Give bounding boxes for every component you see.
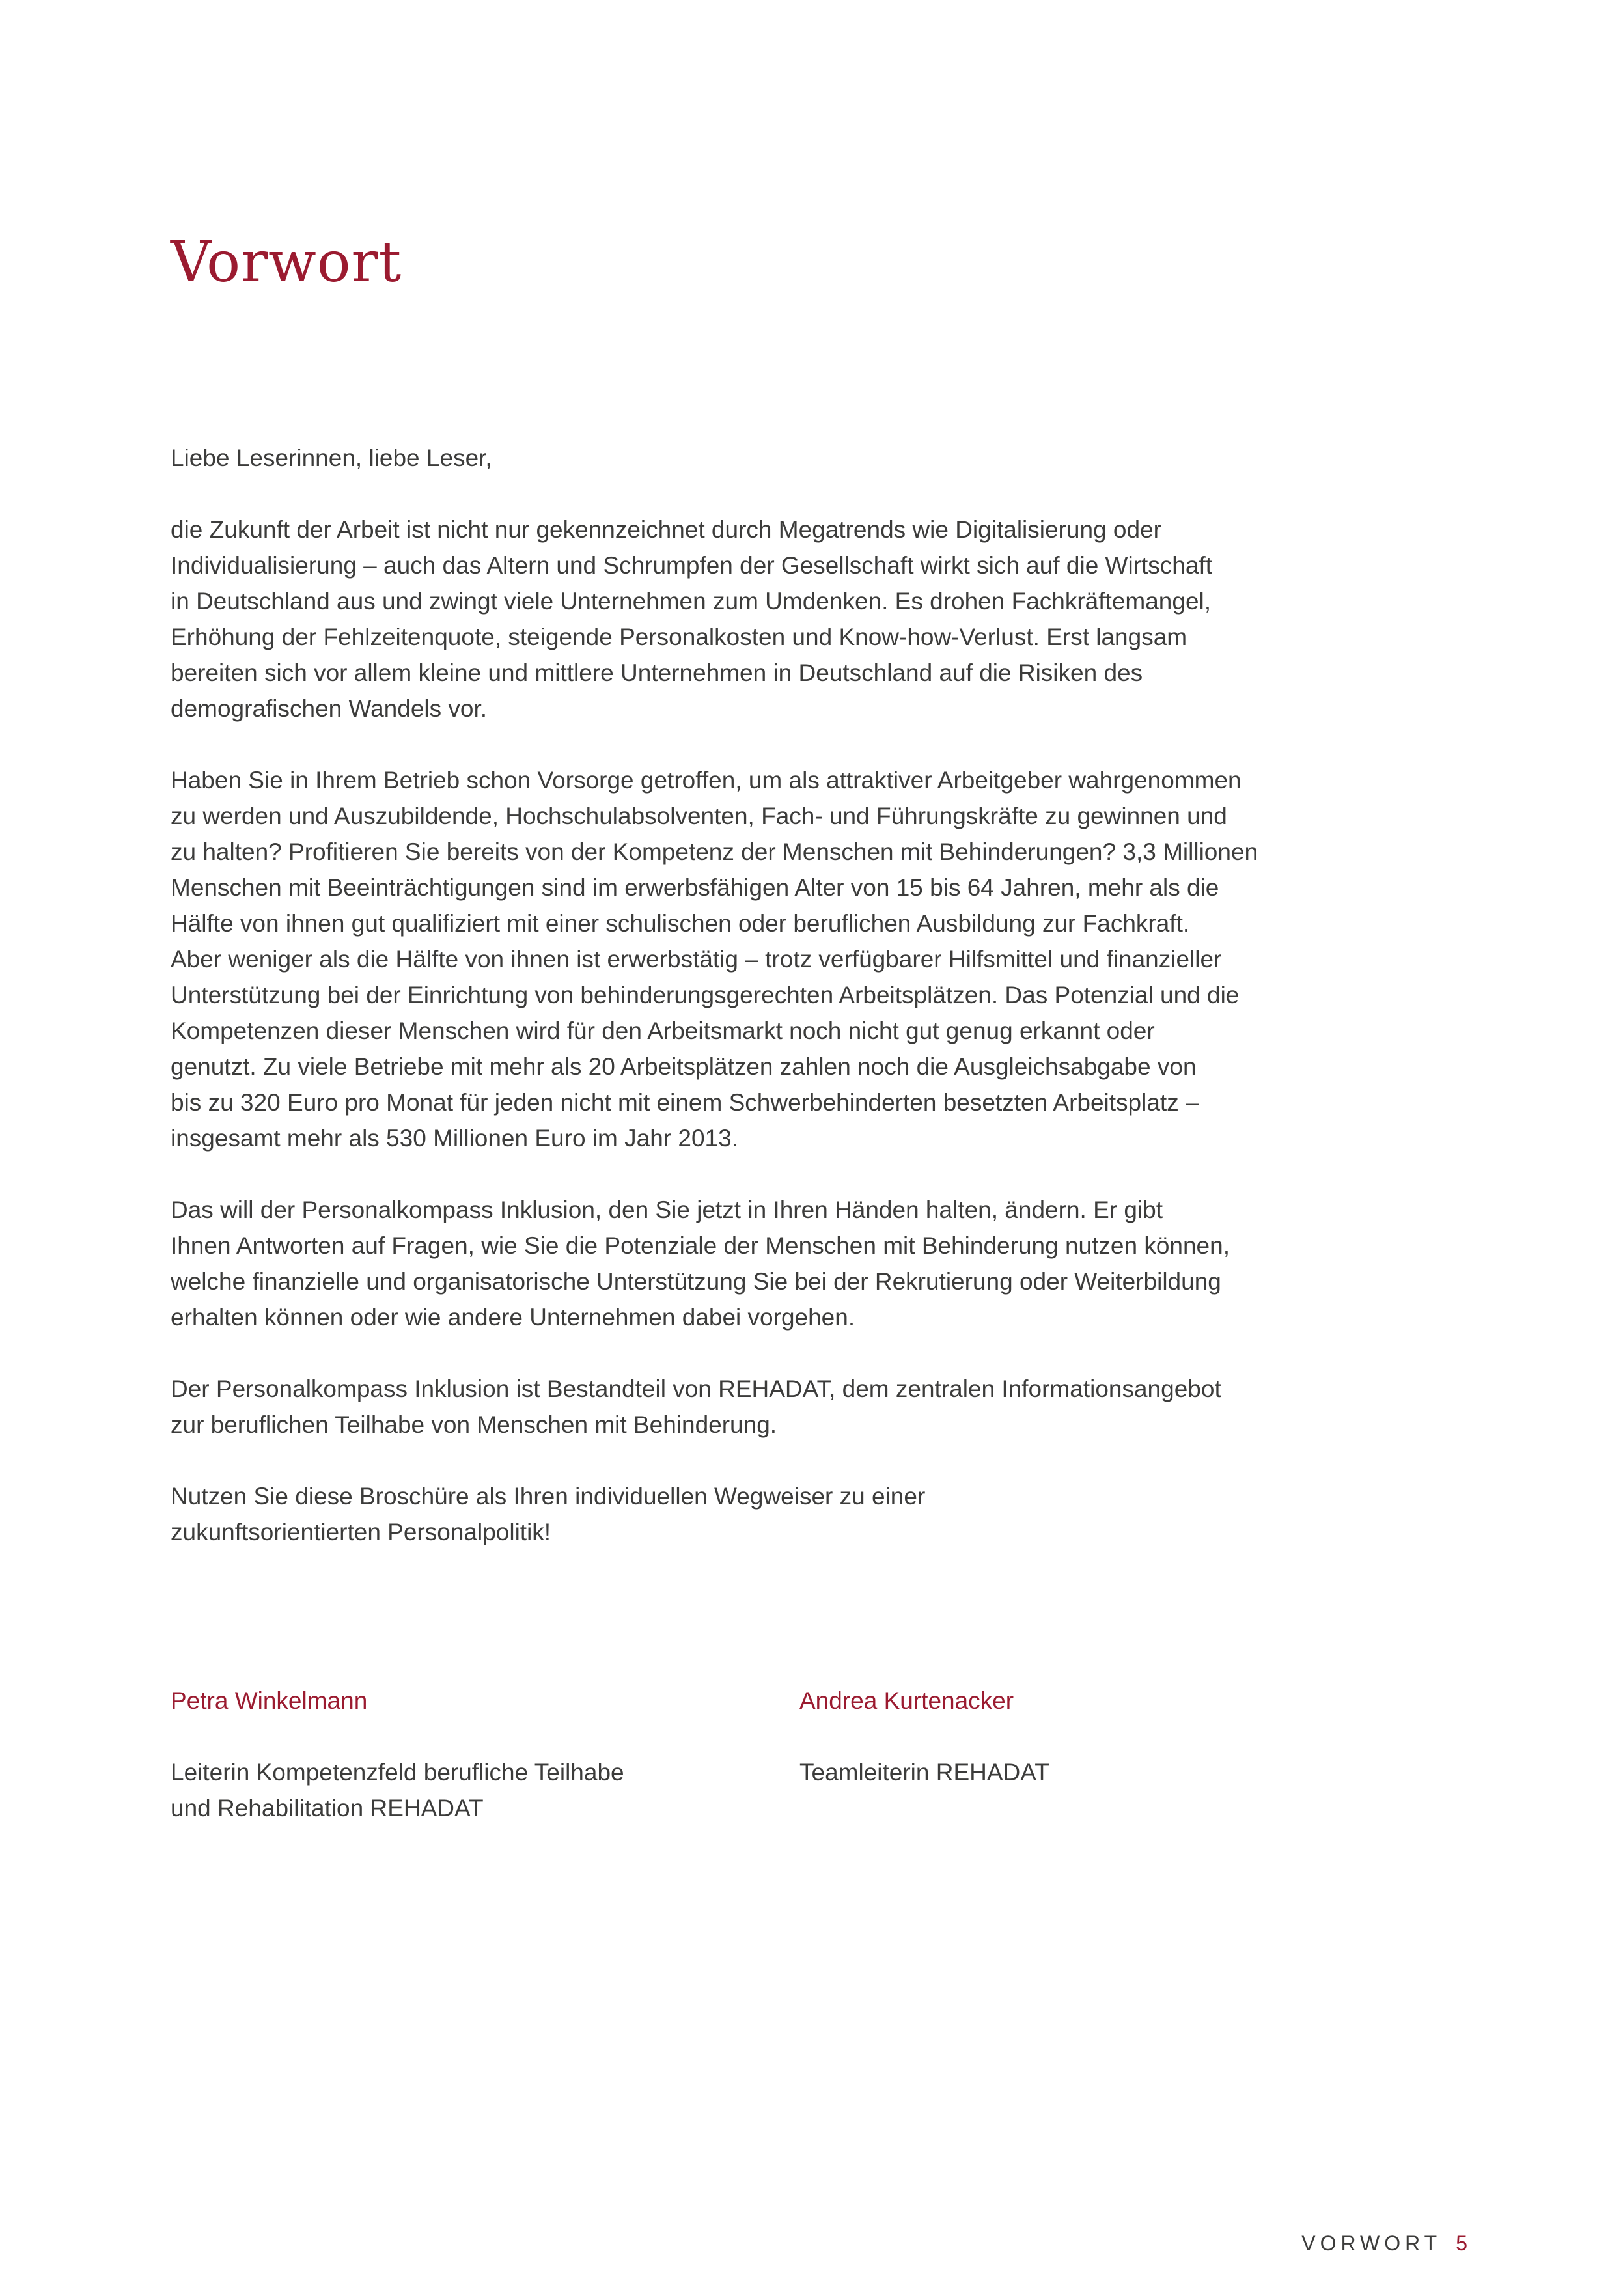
signature-andrea-kurtenacker xyxy=(799,1647,1049,1826)
signer-name: Andrea Kurtenacker xyxy=(799,1687,1014,1714)
salutation: Liebe Leserinnen, liebe Leser, xyxy=(171,445,492,471)
paragraph-4: Der Personalkompass Inklusion ist Bestandteil von REHADAT, dem zentralen Informationsangebot zur beruflichen Teilhabe von Menschen mit Behinderung. xyxy=(171,1376,1221,1438)
paragraph-2: Haben Sie in Ihrem Betrieb schon Vorsorge getroffen, um als attraktiver Arbeitgeber wahrgenommen zu werden und Auszubildende, Hochschulabsolventen, Fach- und Führungskräfte zu gewinnen und zu halten? Profitieren Sie bereits von der Kompetenz der Menschen mit Behinderungen? 3,3 Millionen Menschen mit Beeinträchtigungen sind im erwerbsfähigen Alter von 15 bis 64 Jahren, mehr als die Hälfte von ihnen gut qualifiziert mit einer schulischen oder beruflichen Ausbildung zur Fachkraft. Aber weniger als die Hälfte von ihnen ist erwerbstätig – trotz verfügbarer Hilfsmittel und finanzieller Unterstützung bei der Einrichtung von behinderungsgerechten Arbeitsplätzen. Das Potenzial und die Kompetenzen dieser Menschen wird für den Arbeitsmarkt noch nicht gut genug erkannt oder genutzt. Zu viele Betriebe mit mehr als 20 Arbeitsplätzen zahlen noch die Ausgleichsabgabe von bis zu 320 Euro pro Monat für jeden nicht mit einem Schwerbehinderten besetzten Arbeitsplatz – insgesamt mehr als 530 Millionen Euro im Jahr 2013. xyxy=(171,767,1258,1152)
paragraph-1: die Zukunft der Arbeit ist nicht nur gekennzeichnet durch Megatrends wie Digitalisierung oder Individualisierung – auch das Altern und Schrumpfen der Gesellschaft wirkt sich auf die Wirtschaft in Deutschland aus und zwingt viele Unternehmen zum Umdenken. Es drohen Fachkräftemangel, Erhöhung der Fehlzeitenquote, steigende Personalkosten und Know-how-Verlust. Erst langsam bereiten sich vor allem kleine und mittlere Unternehmen in Deutschland auf die Risiken des demografischen Wandels vor. xyxy=(171,516,1213,722)
footer-section-label: VORWORT xyxy=(1301,2232,1442,2255)
signature-petra-winkelmann xyxy=(171,1647,624,1862)
page-footer xyxy=(1301,2230,1467,2256)
paragraph-5: Nutzen Sie diese Broschüre als Ihren individuellen Wegweiser zu einer zukunftsorientierten Personalpolitik! xyxy=(171,1483,926,1545)
signer-role: Leiterin Kompetenzfeld berufliche Teilhabe und Rehabilitation REHADAT xyxy=(171,1759,624,1821)
signer-name: Petra Winkelmann xyxy=(171,1687,368,1714)
page-title: Vorwort xyxy=(171,230,402,295)
signer-role: Teamleiterin REHADAT xyxy=(799,1759,1049,1786)
page-number: 5 xyxy=(1456,2232,1467,2255)
paragraph-3: Das will der Personalkompass Inklusion, den Sie jetzt in Ihren Händen halten, ändern. Er gibt Ihnen Antworten auf Fragen, wie Sie die Potenziale der Menschen mit Behinderung nutzen können, welche finanzielle und organisatorische Unterstützung Sie bei der Rekrutierung oder Weiterbildung erhalten können oder wie andere Unternehmen dabei vorgehen. xyxy=(171,1196,1230,1331)
letter-body xyxy=(171,440,1316,1586)
